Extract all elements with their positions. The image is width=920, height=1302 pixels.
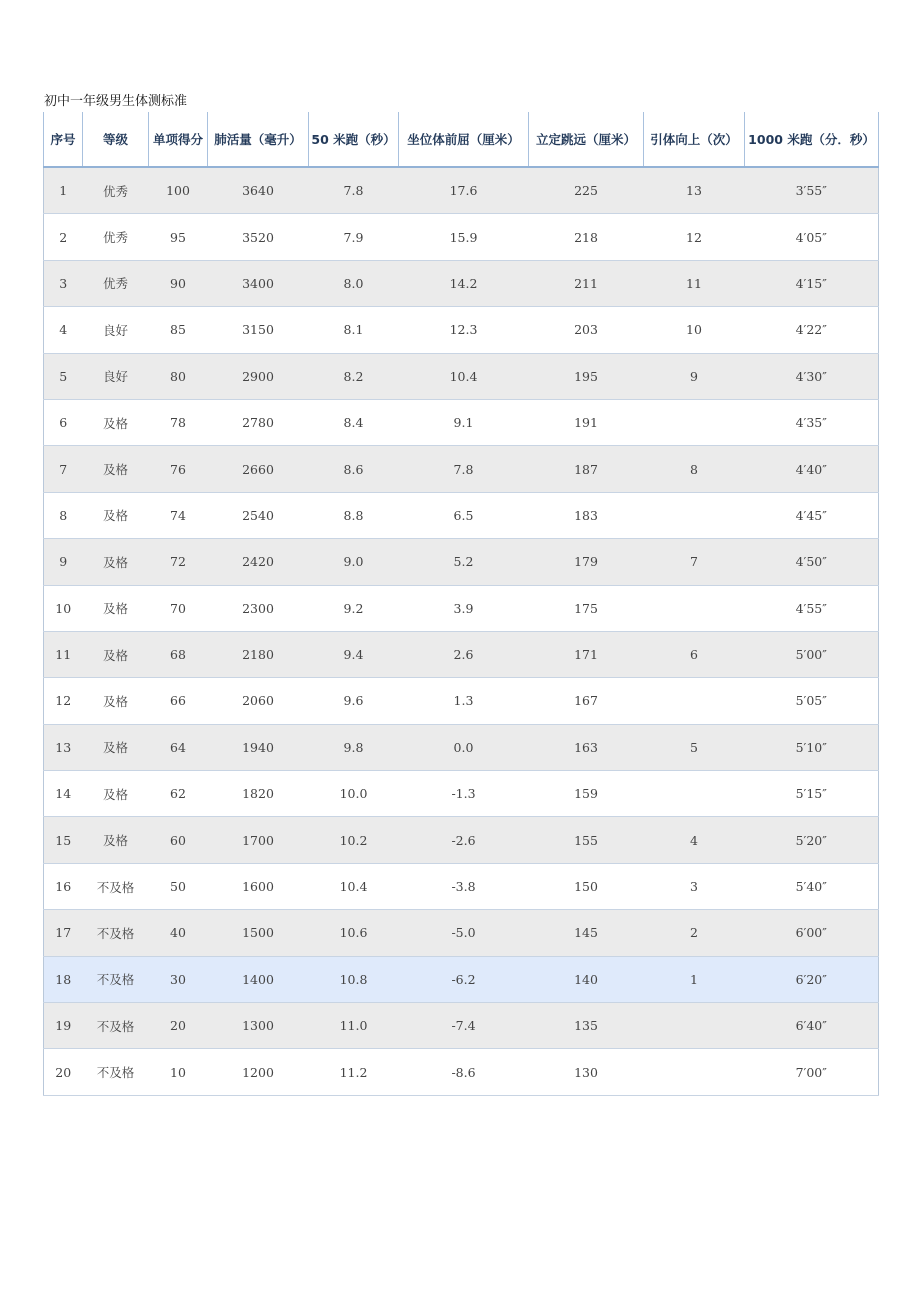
cell-lung-capacity[interactable]: 1300 [208, 1003, 309, 1049]
cell-grade[interactable]: 及格 [83, 631, 149, 677]
cell-lung-capacity[interactable]: 3520 [208, 214, 309, 260]
cell-grade[interactable]: 及格 [83, 585, 149, 631]
cell-lung-capacity[interactable]: 2900 [208, 353, 309, 399]
cell-standing-long-jump[interactable]: 191 [529, 399, 644, 445]
cell-lung-capacity[interactable]: 2420 [208, 539, 309, 585]
cell-1000m-run[interactable]: 7′00″ [745, 1049, 879, 1095]
cell-score[interactable]: 62 [149, 771, 208, 817]
cell-grade[interactable]: 及格 [83, 539, 149, 585]
cell-grade[interactable]: 良好 [83, 353, 149, 399]
cell-score[interactable]: 50 [149, 863, 208, 909]
cell-1000m-run[interactable]: 6′40″ [745, 1003, 879, 1049]
cell-grade[interactable]: 不及格 [83, 910, 149, 956]
cell-index[interactable]: 20 [44, 1049, 83, 1095]
cell-sit-and-reach[interactable]: 14.2 [399, 260, 529, 306]
cell-score[interactable]: 74 [149, 492, 208, 538]
table-row[interactable] [44, 771, 879, 817]
header-row [44, 112, 879, 167]
cell-1000m-run[interactable]: 4′15″ [745, 260, 879, 306]
cell-50m-run[interactable]: 8.2 [309, 353, 399, 399]
cell-grade[interactable]: 及格 [83, 399, 149, 445]
cell-lung-capacity[interactable]: 1200 [208, 1049, 309, 1095]
cell-grade[interactable]: 不及格 [83, 863, 149, 909]
cell-standing-long-jump[interactable]: 163 [529, 724, 644, 770]
cell-1000m-run[interactable]: 5′15″ [745, 771, 879, 817]
cell-index[interactable]: 6 [44, 399, 83, 445]
cell-index[interactable]: 8 [44, 492, 83, 538]
cell-lung-capacity[interactable]: 1500 [208, 910, 309, 956]
table-row[interactable] [44, 817, 879, 863]
cell-pull-ups[interactable]: 13 [644, 167, 745, 214]
cell-lung-capacity[interactable]: 1400 [208, 956, 309, 1002]
cell-sit-and-reach[interactable]: 2.6 [399, 631, 529, 677]
cell-lung-capacity[interactable]: 3400 [208, 260, 309, 306]
table-row[interactable] [44, 399, 879, 445]
col-header-pull-ups[interactable]: 引体向上（次） [644, 112, 745, 167]
table-row[interactable] [44, 1049, 879, 1095]
cell-grade[interactable]: 及格 [83, 771, 149, 817]
cell-score[interactable]: 66 [149, 678, 208, 724]
cell-1000m-run[interactable]: 4′40″ [745, 446, 879, 492]
cell-sit-and-reach[interactable]: -6.2 [399, 956, 529, 1002]
cell-sit-and-reach[interactable]: 3.9 [399, 585, 529, 631]
cell-1000m-run[interactable]: 3′55″ [745, 167, 879, 214]
table-row[interactable] [44, 539, 879, 585]
cell-sit-and-reach[interactable]: -1.3 [399, 771, 529, 817]
cell-sit-and-reach[interactable]: 17.6 [399, 167, 529, 214]
cell-index[interactable]: 16 [44, 863, 83, 909]
standards-table [43, 112, 879, 1096]
cell-lung-capacity[interactable]: 2060 [208, 678, 309, 724]
cell-pull-ups[interactable] [644, 1049, 745, 1095]
cell-score[interactable]: 72 [149, 539, 208, 585]
cell-score[interactable]: 80 [149, 353, 208, 399]
cell-grade[interactable]: 优秀 [83, 167, 149, 214]
table-row[interactable] [44, 678, 879, 724]
cell-index[interactable]: 11 [44, 631, 83, 677]
cell-pull-ups[interactable]: 6 [644, 631, 745, 677]
col-header-1000m-run[interactable]: 1000 米跑（分．秒） [745, 112, 879, 167]
cell-score[interactable]: 85 [149, 307, 208, 353]
cell-lung-capacity[interactable]: 3640 [208, 167, 309, 214]
cell-index[interactable]: 13 [44, 724, 83, 770]
table-row[interactable] [44, 585, 879, 631]
cell-1000m-run[interactable]: 6′20″ [745, 956, 879, 1002]
table-title: 初中一年级男生体测标准 [44, 94, 188, 109]
cell-lung-capacity[interactable]: 2660 [208, 446, 309, 492]
cell-50m-run[interactable]: 9.4 [309, 631, 399, 677]
cell-lung-capacity[interactable]: 1600 [208, 863, 309, 909]
cell-pull-ups[interactable]: 1 [644, 956, 745, 1002]
cell-50m-run[interactable]: 8.6 [309, 446, 399, 492]
cell-standing-long-jump[interactable]: 183 [529, 492, 644, 538]
cell-50m-run[interactable]: 10.6 [309, 910, 399, 956]
cell-index[interactable]: 3 [44, 260, 83, 306]
cell-grade[interactable]: 及格 [83, 678, 149, 724]
table-row[interactable] [44, 631, 879, 677]
cell-50m-run[interactable]: 11.2 [309, 1049, 399, 1095]
cell-lung-capacity[interactable]: 2540 [208, 492, 309, 538]
cell-lung-capacity[interactable]: 3150 [208, 307, 309, 353]
cell-sit-and-reach[interactable]: 9.1 [399, 399, 529, 445]
cell-index[interactable]: 1 [44, 167, 83, 214]
cell-sit-and-reach[interactable]: -5.0 [399, 910, 529, 956]
cell-pull-ups[interactable]: 7 [644, 539, 745, 585]
cell-sit-and-reach[interactable]: 10.4 [399, 353, 529, 399]
cell-score[interactable]: 10 [149, 1049, 208, 1095]
cell-score[interactable]: 78 [149, 399, 208, 445]
cell-score[interactable]: 76 [149, 446, 208, 492]
cell-index[interactable]: 9 [44, 539, 83, 585]
cell-score[interactable]: 20 [149, 1003, 208, 1049]
cell-1000m-run[interactable]: 4′05″ [745, 214, 879, 260]
cell-50m-run[interactable]: 9.8 [309, 724, 399, 770]
cell-lung-capacity[interactable]: 1700 [208, 817, 309, 863]
table-row[interactable] [44, 1003, 879, 1049]
cell-50m-run[interactable]: 10.2 [309, 817, 399, 863]
cell-score[interactable]: 60 [149, 817, 208, 863]
cell-score[interactable]: 30 [149, 956, 208, 1002]
cell-index[interactable]: 4 [44, 307, 83, 353]
cell-sit-and-reach[interactable]: -8.6 [399, 1049, 529, 1095]
cell-index[interactable]: 18 [44, 956, 83, 1002]
table-row[interactable] [44, 724, 879, 770]
col-header-sit-and-reach[interactable]: 坐位体前屈（厘米） [399, 112, 529, 167]
cell-1000m-run[interactable]: 5′05″ [745, 678, 879, 724]
table-row[interactable] [44, 910, 879, 956]
cell-1000m-run[interactable]: 5′40″ [745, 863, 879, 909]
cell-50m-run[interactable]: 9.2 [309, 585, 399, 631]
col-header-grade[interactable]: 等级 [83, 112, 149, 167]
cell-pull-ups[interactable] [644, 585, 745, 631]
table-row[interactable] [44, 214, 879, 260]
col-header-lung-capacity[interactable]: 肺活量（毫升） [208, 112, 309, 167]
cell-pull-ups[interactable] [644, 399, 745, 445]
cell-1000m-run[interactable]: 4′55″ [745, 585, 879, 631]
col-header-score[interactable]: 单项得分 [149, 112, 208, 167]
cell-standing-long-jump[interactable]: 130 [529, 1049, 644, 1095]
cell-pull-ups[interactable] [644, 492, 745, 538]
cell-standing-long-jump[interactable]: 179 [529, 539, 644, 585]
cell-standing-long-jump[interactable]: 175 [529, 585, 644, 631]
cell-lung-capacity[interactable]: 1940 [208, 724, 309, 770]
cell-50m-run[interactable]: 8.8 [309, 492, 399, 538]
cell-score[interactable]: 90 [149, 260, 208, 306]
cell-standing-long-jump[interactable]: 145 [529, 910, 644, 956]
cell-index[interactable]: 12 [44, 678, 83, 724]
table-row[interactable] [44, 353, 879, 399]
cell-grade[interactable]: 优秀 [83, 214, 149, 260]
cell-1000m-run[interactable]: 4′22″ [745, 307, 879, 353]
table-row[interactable] [44, 167, 879, 214]
cell-pull-ups[interactable] [644, 678, 745, 724]
cell-50m-run[interactable]: 10.8 [309, 956, 399, 1002]
cell-standing-long-jump[interactable]: 155 [529, 817, 644, 863]
cell-index[interactable]: 2 [44, 214, 83, 260]
cell-grade[interactable]: 不及格 [83, 1003, 149, 1049]
cell-sit-and-reach[interactable]: 1.3 [399, 678, 529, 724]
cell-index[interactable]: 10 [44, 585, 83, 631]
cell-lung-capacity[interactable]: 2180 [208, 631, 309, 677]
col-header-50m-run[interactable]: 50 米跑（秒） [309, 112, 399, 167]
cell-50m-run[interactable]: 9.0 [309, 539, 399, 585]
cell-1000m-run[interactable]: 6′00″ [745, 910, 879, 956]
cell-grade[interactable]: 及格 [83, 492, 149, 538]
cell-score[interactable]: 70 [149, 585, 208, 631]
cell-standing-long-jump[interactable]: 167 [529, 678, 644, 724]
cell-50m-run[interactable]: 11.0 [309, 1003, 399, 1049]
table-row[interactable] [44, 492, 879, 538]
cell-pull-ups[interactable]: 11 [644, 260, 745, 306]
cell-standing-long-jump[interactable]: 159 [529, 771, 644, 817]
cell-sit-and-reach[interactable]: 0.0 [399, 724, 529, 770]
cell-score[interactable]: 64 [149, 724, 208, 770]
cell-grade[interactable]: 不及格 [83, 956, 149, 1002]
cell-pull-ups[interactable]: 9 [644, 353, 745, 399]
cell-lung-capacity[interactable]: 2300 [208, 585, 309, 631]
cell-lung-capacity[interactable]: 2780 [208, 399, 309, 445]
cell-50m-run[interactable]: 10.4 [309, 863, 399, 909]
cell-sit-and-reach[interactable]: -3.8 [399, 863, 529, 909]
cell-standing-long-jump[interactable]: 225 [529, 167, 644, 214]
cell-index[interactable]: 19 [44, 1003, 83, 1049]
cell-score[interactable]: 95 [149, 214, 208, 260]
cell-index[interactable]: 7 [44, 446, 83, 492]
cell-grade[interactable]: 优秀 [83, 260, 149, 306]
cell-50m-run[interactable]: 9.6 [309, 678, 399, 724]
cell-sit-and-reach[interactable]: 12.3 [399, 307, 529, 353]
cell-1000m-run[interactable]: 5′00″ [745, 631, 879, 677]
cell-index[interactable]: 17 [44, 910, 83, 956]
cell-1000m-run[interactable]: 5′20″ [745, 817, 879, 863]
table-row[interactable] [44, 260, 879, 306]
cell-standing-long-jump[interactable]: 211 [529, 260, 644, 306]
cell-grade[interactable]: 及格 [83, 724, 149, 770]
cell-grade[interactable]: 及格 [83, 446, 149, 492]
cell-index[interactable]: 15 [44, 817, 83, 863]
cell-sit-and-reach[interactable]: -2.6 [399, 817, 529, 863]
cell-sit-and-reach[interactable]: 7.8 [399, 446, 529, 492]
cell-50m-run[interactable]: 7.9 [309, 214, 399, 260]
cell-pull-ups[interactable]: 2 [644, 910, 745, 956]
cell-1000m-run[interactable]: 5′10″ [745, 724, 879, 770]
cell-pull-ups[interactable]: 5 [644, 724, 745, 770]
cell-score[interactable]: 100 [149, 167, 208, 214]
cell-grade[interactable]: 不及格 [83, 1049, 149, 1095]
cell-1000m-run[interactable]: 4′50″ [745, 539, 879, 585]
cell-standing-long-jump[interactable]: 150 [529, 863, 644, 909]
cell-index[interactable]: 5 [44, 353, 83, 399]
cell-sit-and-reach[interactable]: -7.4 [399, 1003, 529, 1049]
table-row[interactable] [44, 863, 879, 909]
cell-standing-long-jump[interactable]: 187 [529, 446, 644, 492]
cell-score[interactable]: 40 [149, 910, 208, 956]
cell-index[interactable]: 14 [44, 771, 83, 817]
cell-standing-long-jump[interactable]: 218 [529, 214, 644, 260]
cell-sit-and-reach[interactable]: 5.2 [399, 539, 529, 585]
cell-standing-long-jump[interactable]: 135 [529, 1003, 644, 1049]
cell-1000m-run[interactable]: 4′30″ [745, 353, 879, 399]
cell-grade[interactable]: 及格 [83, 817, 149, 863]
cell-pull-ups[interactable]: 10 [644, 307, 745, 353]
cell-score[interactable]: 68 [149, 631, 208, 677]
cell-sit-and-reach[interactable]: 15.9 [399, 214, 529, 260]
cell-standing-long-jump[interactable]: 171 [529, 631, 644, 677]
cell-pull-ups[interactable]: 8 [644, 446, 745, 492]
table-row[interactable] [44, 307, 879, 353]
col-header-index[interactable]: 序号 [44, 112, 83, 167]
table-row[interactable] [44, 446, 879, 492]
cell-50m-run[interactable]: 8.4 [309, 399, 399, 445]
table-row-selected[interactable] [44, 956, 879, 1002]
cell-50m-run[interactable]: 10.0 [309, 771, 399, 817]
cell-grade[interactable]: 良好 [83, 307, 149, 353]
cell-50m-run[interactable]: 8.1 [309, 307, 399, 353]
cell-50m-run[interactable]: 8.0 [309, 260, 399, 306]
cell-pull-ups[interactable]: 3 [644, 863, 745, 909]
cell-standing-long-jump[interactable]: 203 [529, 307, 644, 353]
cell-pull-ups[interactable] [644, 1003, 745, 1049]
cell-1000m-run[interactable]: 4′45″ [745, 492, 879, 538]
col-header-standing-long-jump[interactable]: 立定跳远（厘米） [529, 112, 644, 167]
cell-pull-ups[interactable]: 12 [644, 214, 745, 260]
cell-lung-capacity[interactable]: 1820 [208, 771, 309, 817]
cell-standing-long-jump[interactable]: 195 [529, 353, 644, 399]
cell-standing-long-jump[interactable]: 140 [529, 956, 644, 1002]
cell-sit-and-reach[interactable]: 6.5 [399, 492, 529, 538]
cell-1000m-run[interactable]: 4′35″ [745, 399, 879, 445]
cell-pull-ups[interactable]: 4 [644, 817, 745, 863]
cell-50m-run[interactable]: 7.8 [309, 167, 399, 214]
cell-pull-ups[interactable] [644, 771, 745, 817]
